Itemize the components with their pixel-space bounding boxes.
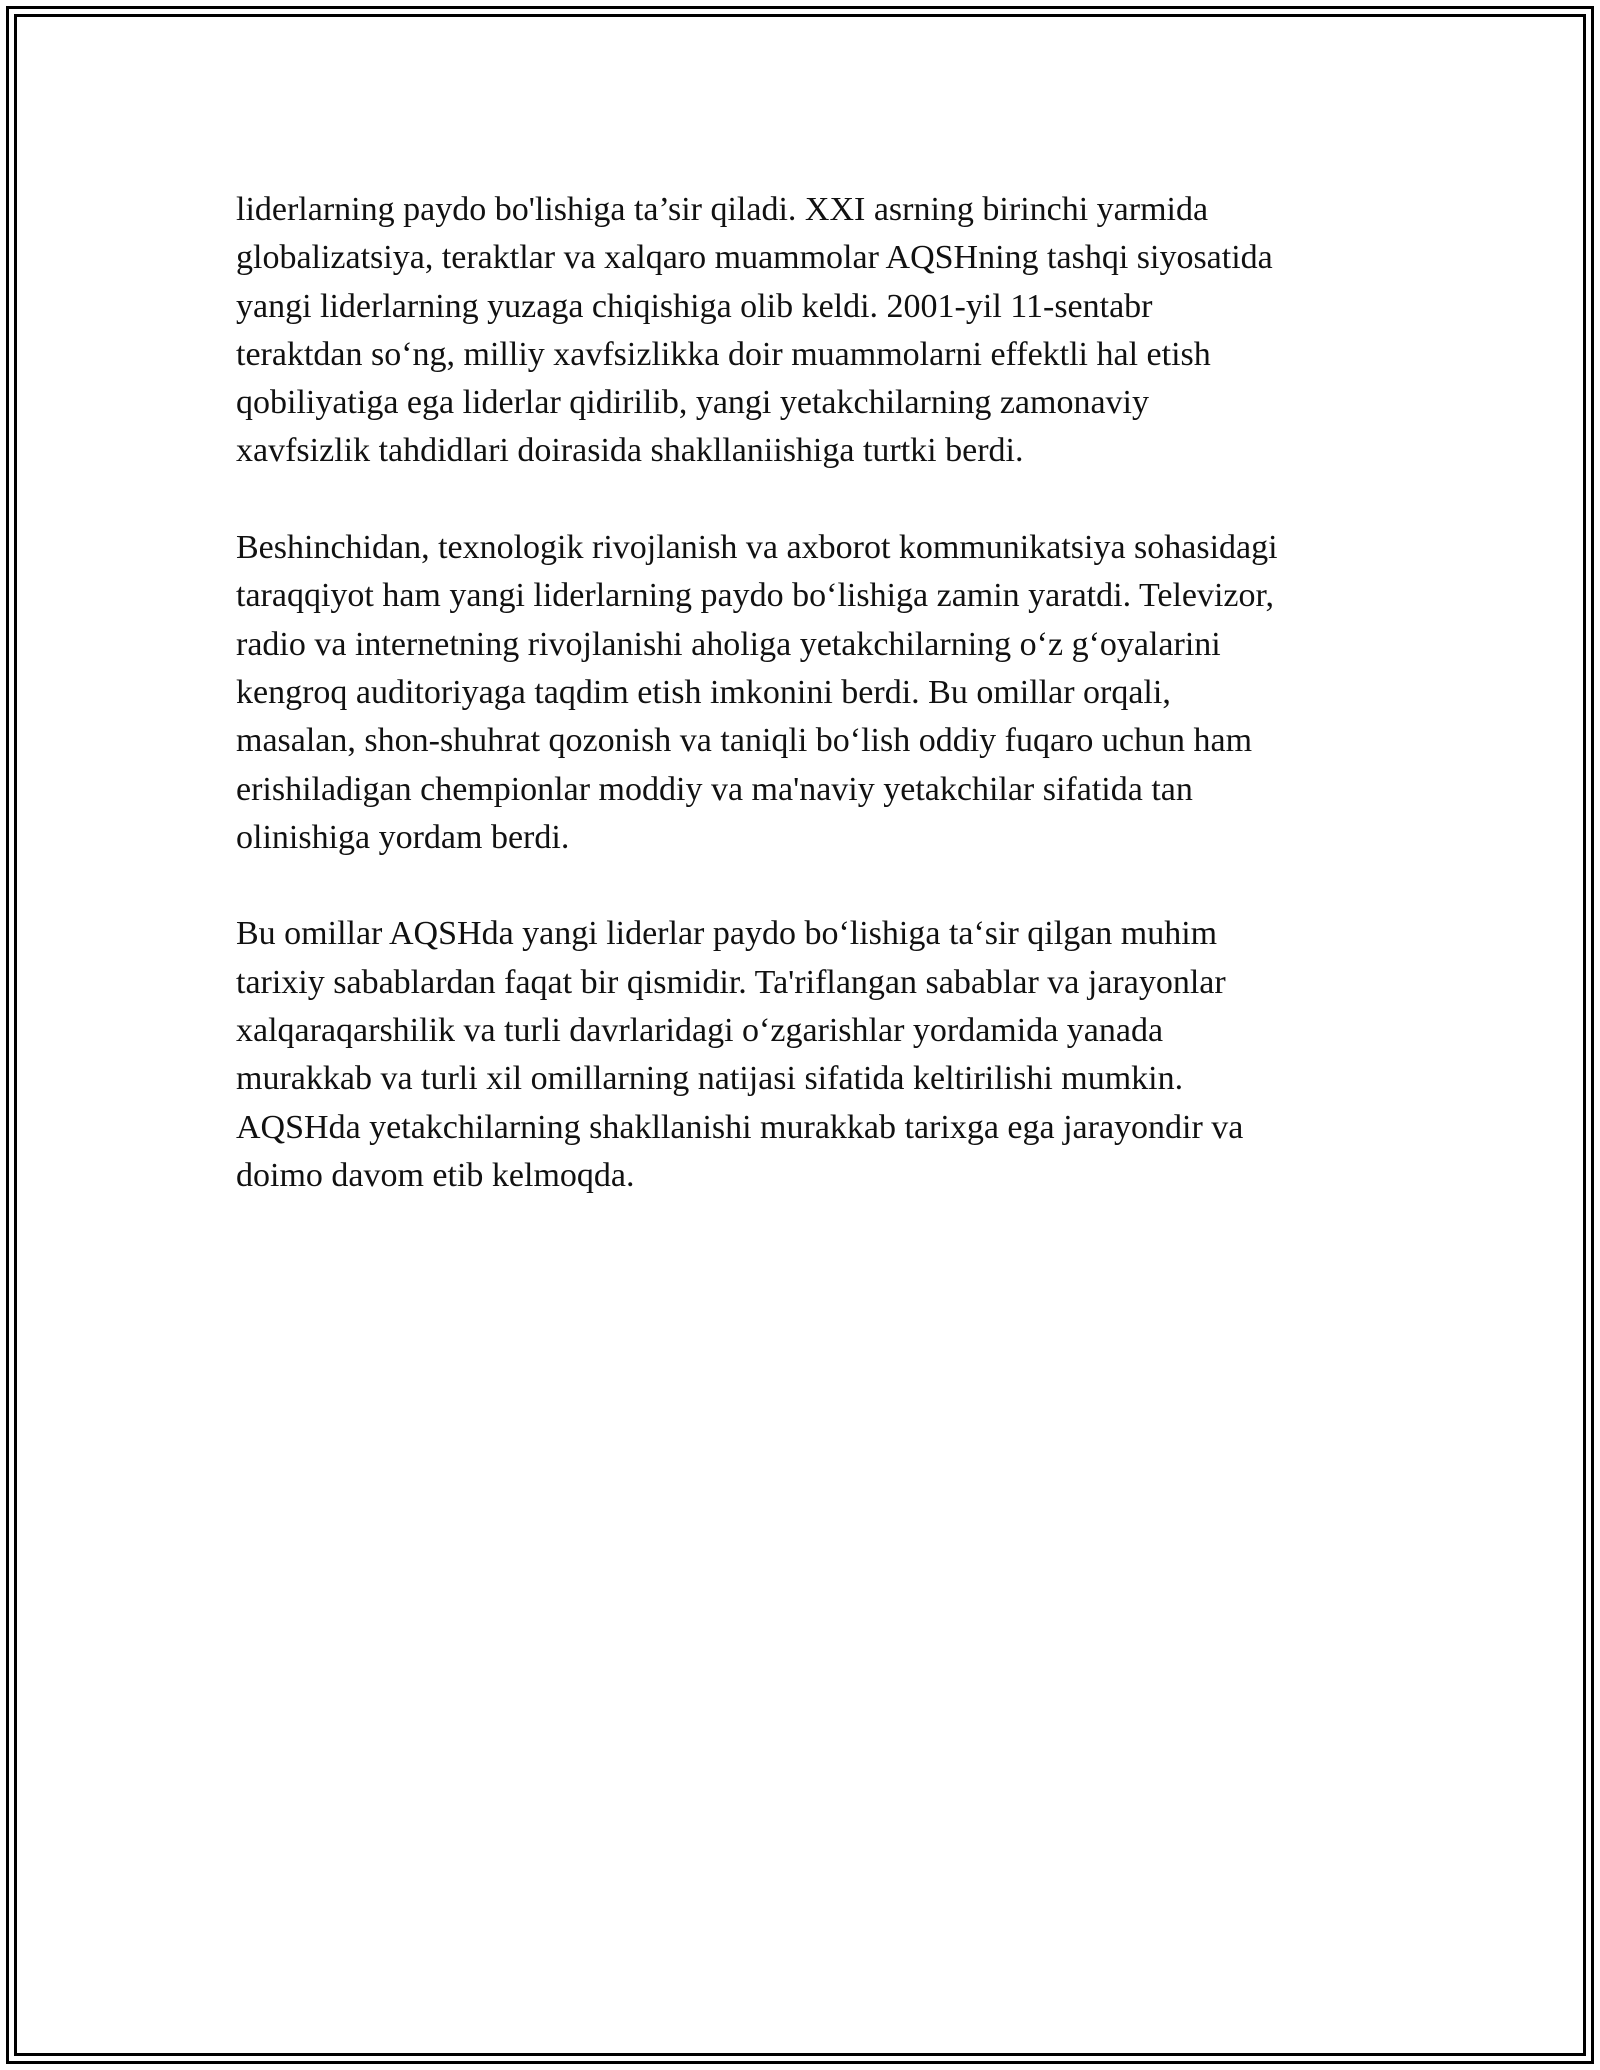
text-line: yangi liderlarning yuzaga chiqishiga olib keldi. 2001-yil 11-sentabr bbox=[236, 287, 1153, 325]
paragraph-1 bbox=[236, 186, 1386, 476]
paragraph-2 bbox=[236, 524, 1386, 862]
text-line: radio va internetning rivojlanishi aholiga yetakchilarning o‘z g‘oyalarini bbox=[236, 625, 1221, 663]
text-line: Beshinchidan, texnologik rivojlanish va axborot kommunikatsiya sohasidagi bbox=[236, 529, 1278, 567]
text-line: doimo davom etib kelmoqda. bbox=[236, 1156, 635, 1194]
text-line: xavfsizlik tahdidlari doirasida shakllaniishiga turtki berdi. bbox=[236, 432, 1024, 470]
text-line: Bu omillar AQSHda yangi liderlar paydo bo‘lishiga ta‘sir qilgan muhim bbox=[236, 915, 1218, 953]
text-line: qobiliyatiga ega liderlar qidirilib, yangi yetakchilarning zamonaviy bbox=[236, 384, 1149, 422]
text-line: liderlarning paydo bo'lishiga ta’sir qiladi. XXI asrning birinchi yarmida bbox=[236, 191, 1209, 228]
paragraph-3 bbox=[236, 910, 1386, 1200]
text-line: olinishiga yordam berdi. bbox=[236, 818, 570, 856]
text-line: globalizatsiya, teraktlar va xalqaro muammolar AQSHning tashqi siyosatida bbox=[236, 239, 1273, 277]
text-line: masalan, shon-shuhrat qozonish va taniqli bo‘lish oddiy fuqaro uchun ham bbox=[236, 722, 1253, 760]
document-body bbox=[236, 186, 1386, 1249]
text-line: tarixiy sabablardan faqat bir qismidir. Ta'riflangan sabablar va jarayonlar bbox=[236, 963, 1226, 1001]
text-line: AQSHda yetakchilarning shakllanishi murakkab tarixga ega jarayondir va bbox=[236, 1108, 1244, 1146]
text-line: kengroq auditoriyaga taqdim etish imkonini berdi. Bu omillar orqali, bbox=[236, 673, 1171, 711]
text-line: erishiladigan chempionlar moddiy va ma'naviy yetakchilar sifatida tan bbox=[236, 770, 1193, 808]
text-line: xalqaraqarshilik va turli davrlaridagi o‘zgarishlar yordamida yanada bbox=[236, 1012, 1164, 1050]
text-line: murakkab va turli xil omillarning natijasi sifatida keltirilishi mumkin. bbox=[236, 1060, 1184, 1098]
text-line: taraqqiyot ham yangi liderlarning paydo bo‘lishiga zamin yaratdi. Televizor, bbox=[236, 577, 1274, 615]
text-line: teraktdan so‘ng, milliy xavfsizlikka doir muammolarni effektli hal etish bbox=[236, 335, 1211, 373]
